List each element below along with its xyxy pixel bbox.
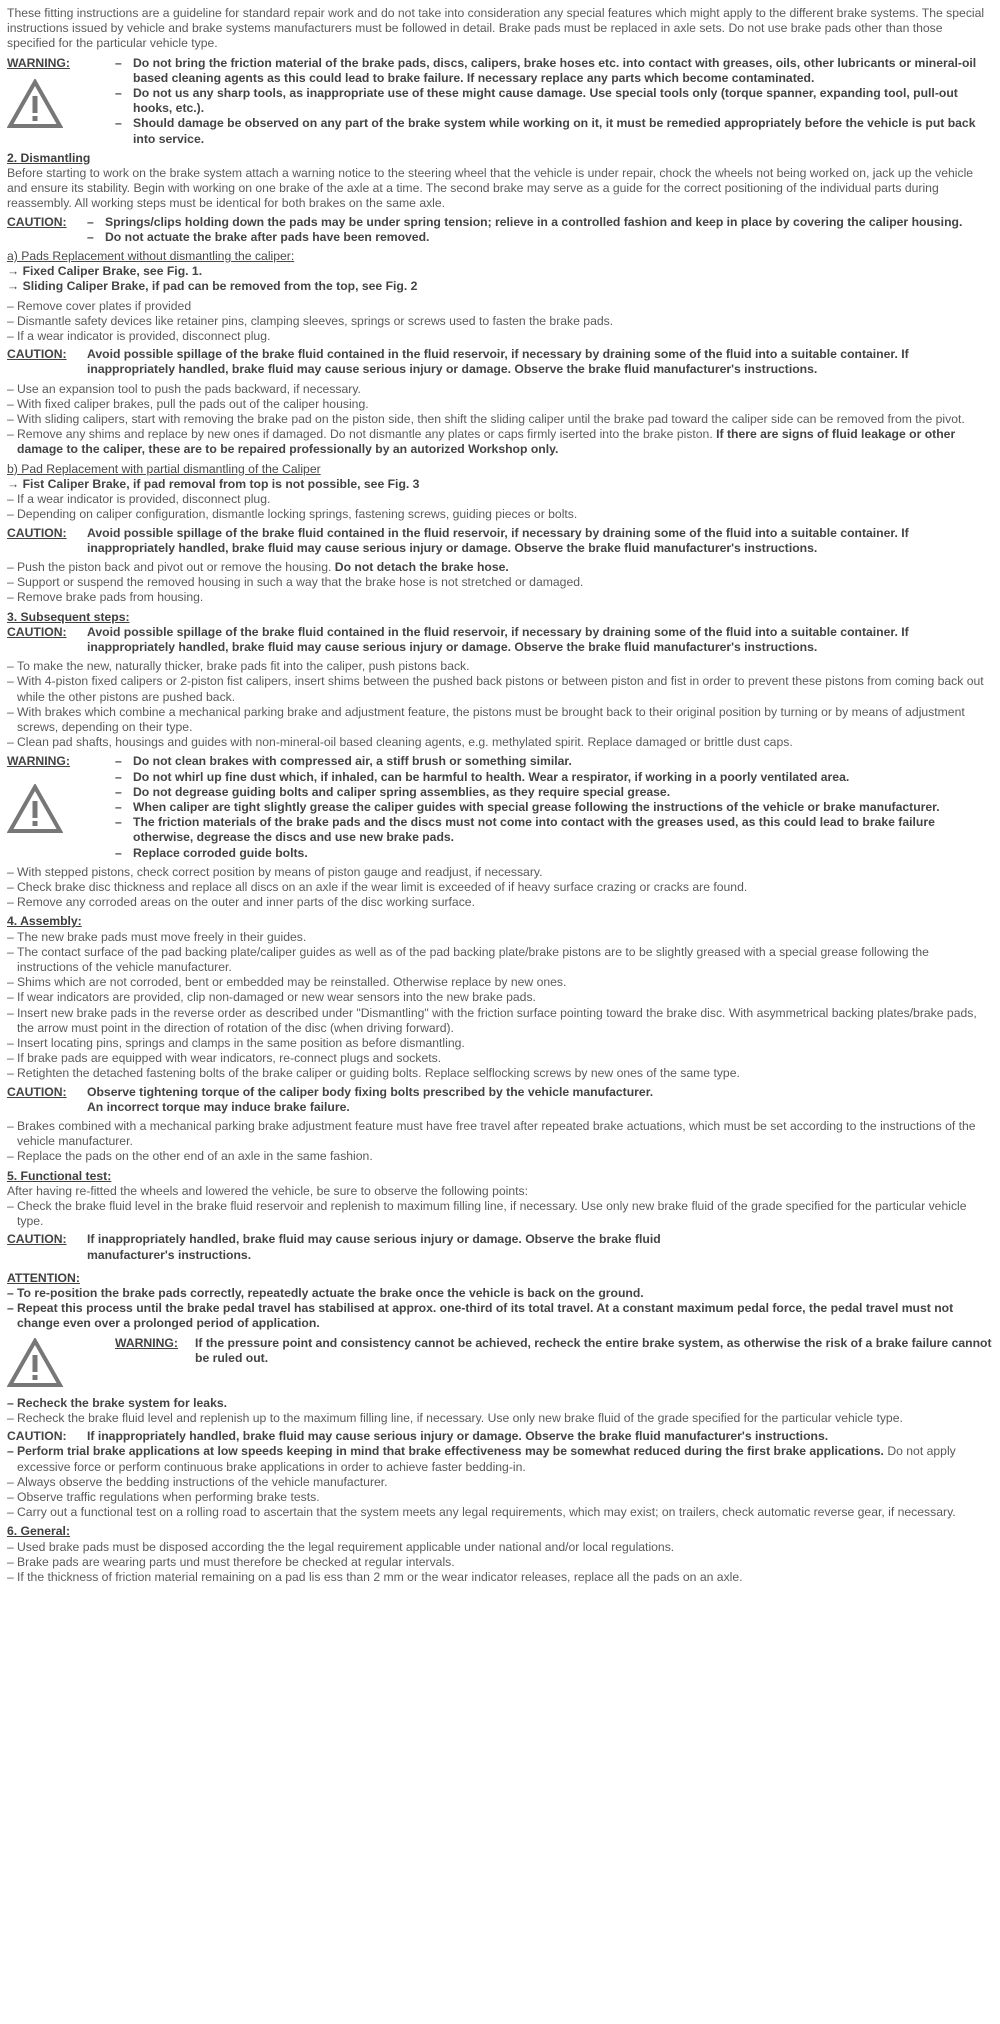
warning-block-1 (7, 56, 993, 147)
functional-warning: WARNING: If the pressure point and consistency cannot be achieved, recheck the entire brake system, as otherwise the risk of a brake failure cannot be ruled out. (7, 1336, 993, 1392)
step-item: – Remove any shims and replace by new ones if damaged. Do not dismantle any plates or caps firmly iserted into the brake piston. If there are signs of fluid leakage or other damage to the caliper, these are to be repaired professionally by an autorized Workshop only. (7, 427, 956, 457)
step-item: – Support or suspend the removed housing in such a way that the brake hose is not stretched or damaged. (7, 575, 584, 590)
step-item: – Insert new brake pads in the reverse order as described under "Dismantling" with the friction surface pointing toward the brake disc. With asymmetrical backing plates/brake pads, the arrow must point in the direction of rotation of the disc (when driving forward). (7, 1005, 977, 1035)
subsequent-caution: CAUTION: Avoid possible spillage of the brake fluid contained in the fluid reservoir, if necessary by draining some of the fluid into a suitable container. If inappropriately handled, brake fluid may cause serious injury or damage. Observe the brake fluid manufacturer's instructions. (7, 624, 909, 654)
step-item: – Recheck the brake system for leaks. (7, 1395, 228, 1410)
step-item: – Use an expansion tool to push the pads backward, if necessary. (7, 381, 361, 396)
fig-ref: → Sliding Caliper Brake, if pad can be removed from the top, see Fig. 2 (7, 279, 418, 294)
step-item: – If a wear indicator is provided, disconnect plug. (7, 329, 271, 344)
warning-item: – The friction materials of the brake pads and the discs must not come into contact with the greases used, as this could lead to brake failure otherwise, degrease the discs and use new brake pads. (115, 815, 935, 845)
assembly-caution: CAUTION: Observe tightening torque of the caliper body fixing bolts prescribed by the vehicle manufacturer. An incorrect torque may induce brake failure. (7, 1084, 654, 1114)
attention-item: – To re-position the brake pads correctly, repeatedly actuate the brake once the vehicle is back on the ground. (7, 1286, 644, 1301)
step-item: – Perform trial brake applications at low speeds keeping in mind that brake effectiveness may be somewhat reduced during the first brake applications. Do not apply excessive force or perform continuous brake applications in order to achieve faster bedding-in. (7, 1444, 956, 1474)
step-item: – Used brake pads must be disposed according the the legal requirement applicable under national and/or local regulations. (7, 1539, 675, 1554)
warning-item: – Should damage be observed on any part of the brake system while working on it, it must be remedied appropriately before the vehicle is put back into service. (115, 116, 976, 146)
step-item: – Push the piston back and pivot out or remove the housing. Do not detach the brake hose. (7, 559, 509, 574)
step-item: – If a wear indicator is provided, disconnect plug. (7, 492, 271, 507)
step-item: – Always observe the bedding instructions of the vehicle manufacturer. (7, 1474, 388, 1489)
functional-caution-2: CAUTION: If inappropriately handled, brake fluid may cause serious injury or damage. Observe the brake fluid manufacturer's instructions. (7, 1429, 829, 1444)
step-item: – Retighten the detached fastening bolts of the brake caliper or guiding bolts. Replace selflocking screws by new ones of the same type. (7, 1066, 740, 1081)
functional-caution: CAUTION: If inappropriately handled, brake fluid may cause serious injury or damage. Observe the brake fluid manufacturer's instructions. (7, 1232, 661, 1262)
step-item: – With sliding calipers, start with removing the brake pad on the piston side, then shift the sliding caliper until the brake pad toward the caliper side can be removed from the pivot. (7, 412, 965, 427)
step-item: – To make the new, naturally thicker, brake pads fit into the caliper, push pistons back. (7, 659, 470, 674)
warning-triangle-icon (7, 784, 63, 834)
step-item: – Recheck the brake fluid level and replenish up to the maximum filling line, if necessary. Use only new brake fluid of the grade specified for the particular vehicle type. (7, 1411, 903, 1426)
warning-triangle-icon (7, 1338, 63, 1388)
step-item: – The contact surface of the pad backing plate/caliper guides as well as of the pad backing plate/brake pistons are to be slightly greased with a special grease following the instructions of the vehicle manufacturer. (7, 944, 929, 974)
warning-label: WARNING: (7, 55, 70, 70)
functional-intro: After having re-fitted the wheels and lowered the vehicle, be sure to observe the following points: (7, 1183, 528, 1198)
step-item: – Brake pads are wearing parts und must therefore be checked at regular intervals. (7, 1554, 455, 1569)
attention-item: – Repeat this process until the brake pedal travel has stabilised at approx. one-third of its total travel. At a constant maximum pedal force, the pedal travel must not change even over a prolonged period of application. (7, 1301, 954, 1331)
subsequent-heading: 3. Subsequent steps: (7, 609, 130, 624)
warning-block-2: WARNING: – Do not clean brakes with compressed air, a stiff brush or something similar. – Do not whirl up fine dust which, if inhaled, can be harmful to health. Wear a respirator, if working in a poorly ventilated area. – Do not degrease guiding bolts and caliper spring assemblies, as they require special grease. – When caliper are tight slightly grease the caliper guides with special grease following the instructions of the vehicle or brake manufacturer. – The friction materials of the brake pads and the discs must not come into contact with the greases used, as this could lead to brake failure otherwise, degrease the discs and use new brake pads. – Replace corroded guide bolts. (7, 754, 993, 860)
dismantling-heading: 2. Dismantling (7, 150, 91, 165)
step-item: – If the thickness of friction material remaining on a pad lis ess than 2 mm or the wear indicator releases, replace all the pads on an axle. (7, 1570, 743, 1585)
warning-item: – Do not degrease guiding bolts and caliper spring assemblies, as they require special grease. (115, 784, 671, 799)
section-a-caution: CAUTION: Avoid possible spillage of the brake fluid contained in the fluid reservoir, if necessary by draining some of the fluid into a suitable container. If inappropriately handled, brake fluid may cause serious injury or damage. Observe the brake fluid manufacturer's instructions. (7, 347, 909, 377)
instruction-sheet (7, 0, 993, 1585)
step-item: – If brake pads are equipped with wear indicators, re-connect plugs and sockets. (7, 1051, 442, 1066)
dismantling-text: Before starting to work on the brake system attach a warning notice to the steering wheel that the vehicle is under repair, chock the wheels not being worked on, jack up the vehicle and ensure its stability. Begin with working on one brake of the axle at a time. The second brake may serve as a guide for the correct positioning of the individual parts during reassembly. All working steps must be identical for both brakes on the same axle. (7, 166, 974, 211)
step-item: – Depending on caliper configuration, dismantle locking springs, fastening screws, guiding pieces or bolts. (7, 507, 578, 522)
step-item: – Remove any corroded areas on the outer and inner parts of the disc working surface. (7, 895, 475, 910)
attention-label: ATTENTION: (7, 1270, 80, 1285)
step-item: – Brakes combined with a mechanical parking brake adjustment feature must have free travel after repeated brake actuations, which must be set according to the instructions of the vehicle manufacturer. (7, 1119, 976, 1149)
step-item: – With stepped pistons, check correct position by means of piston gauge and readjust, if necessary. (7, 864, 543, 879)
step-item: – The new brake pads must move freely in their guides. (7, 929, 307, 944)
warning-item: – When caliper are tight slightly grease the caliper guides with special grease following the instructions of the vehicle or brake manufacturer. (115, 799, 940, 814)
step-item: – Observe traffic regulations when performing brake tests. (7, 1490, 320, 1505)
caution-item: – Springs/clips holding down the pads may be under spring tension; relieve in a controlled fashion and keep in place by covering the caliper housing. (87, 214, 963, 229)
step-item: – With fixed caliper brakes, pull the pads out of the caliper housing. (7, 396, 369, 411)
section-b-caution: CAUTION: Avoid possible spillage of the brake fluid contained in the fluid reservoir, if necessary by draining some of the fluid into a suitable container. If inappropriately handled, brake fluid may cause serious injury or damage. Observe the brake fluid manufacturer's instructions. (7, 525, 909, 555)
warning-item: – Do not bring the friction material of the brake pads, discs, calipers, brake hoses etc. into contact with greases, oils, other lubricants or mineral-oil based cleaning agents as this could lead to brake failure. If necessary replace any parts which become contaminated. (115, 55, 977, 85)
step-item: – Clean pad shafts, housings and guides with non-mineral-oil based cleaning agents, e.g. methylated spirit. Replace damaged or brittle dust caps. (7, 735, 793, 750)
warning-item: – Do not clean brakes with compressed air, a stiff brush or something similar. (115, 754, 572, 769)
functional-heading: 5. Functional test: (7, 1168, 112, 1183)
fig-ref: → Fist Caliper Brake, if pad removal from top is not possible, see Fig. 3 (7, 476, 420, 491)
step-item: – Check brake disc thickness and replace all discs on an axle if the wear limit is exceeded of if heavy surface crazing or cracks are found. (7, 879, 748, 894)
assembly-heading: 4. Assembly: (7, 914, 82, 929)
intro-paragraph: These fitting instructions are a guideline for standard repair work and do not take into consideration any special features which might apply to the different brake systems. The special instructions issued by vehicle and brake systems manufacturers must be followed in detail. Brake pads must be replaced in axle sets. Do not use brake pads other than those specified for the particular vehicle type. (7, 6, 985, 51)
caution-item: – Do not actuate the brake after pads have been removed. (87, 229, 430, 244)
step-item: – Shims which are not corroded, bent or embedded may be reinstalled. Otherwise replace by new ones. (7, 975, 567, 990)
fig-ref: → Fixed Caliper Brake, see Fig. 1. (7, 264, 203, 279)
step-item: – Check the brake fluid level in the brake fluid reservoir and replenish to maximum filling line, if necessary. Use only new brake fluid of the grade specified for the particular vehicle type. (7, 1199, 967, 1229)
step-item: – Insert locating pins, springs and clamps in the same position as before dismantling. (7, 1036, 465, 1050)
step-item: – Replace the pads on the other end of an axle in the same fashion. (7, 1149, 373, 1164)
step-item: – With brakes which combine a mechanical parking brake and adjustment feature, the pistons must be brought back to their original position by turning or by means of adjustment screws, depending on their type. (7, 704, 965, 734)
step-item: – Remove brake pads from housing. (7, 590, 204, 605)
warning-item: – Do not us any sharp tools, as inappropriate use of these might cause damage. Use special tools only (torque spanner, expanding tool, pull-out hooks, etc.). (115, 86, 958, 116)
warning-triangle-icon (7, 79, 63, 129)
step-item: – Remove cover plates if provided (7, 298, 192, 313)
section-b-heading: b) Pad Replacement with partial dismantling of the Caliper (7, 461, 321, 476)
warning-item: – Do not whirl up fine dust which, if inhaled, can be harmful to health. Wear a respirator, if working in a poorly ventilated area. (115, 769, 850, 784)
step-item: – Carry out a functional test on a rolling road to ascertain that the system meets any legal requirements, which may exist; on trailers, check automatic reverse gear, if necessary. (7, 1505, 956, 1520)
section-a-heading: a) Pads Replacement without dismantling the caliper: (7, 249, 295, 264)
general-heading: 6. General: (7, 1524, 70, 1539)
step-item: – Dismantle safety devices like retainer pins, clamping sleeves, springs or screws used to fasten the brake pads. (7, 313, 614, 328)
step-item: – If wear indicators are provided, clip non-damaged or new wear sensors into the new brake pads. (7, 990, 536, 1005)
step-item: – With 4-piston fixed calipers or 2-piston fist calipers, insert shims between the pushed back pistons or between piston and fist in order to prevent these pistons from coming back out while the other pistons are pushed back. (7, 674, 984, 704)
warning-item: – Replace corroded guide bolts. (115, 845, 308, 860)
dismantling-caution: CAUTION: – Springs/clips holding down the pads may be under spring tension; relieve in a controlled fashion and keep in place by covering the caliper housing. – Do not actuate the brake after pads have been removed. (7, 215, 993, 245)
